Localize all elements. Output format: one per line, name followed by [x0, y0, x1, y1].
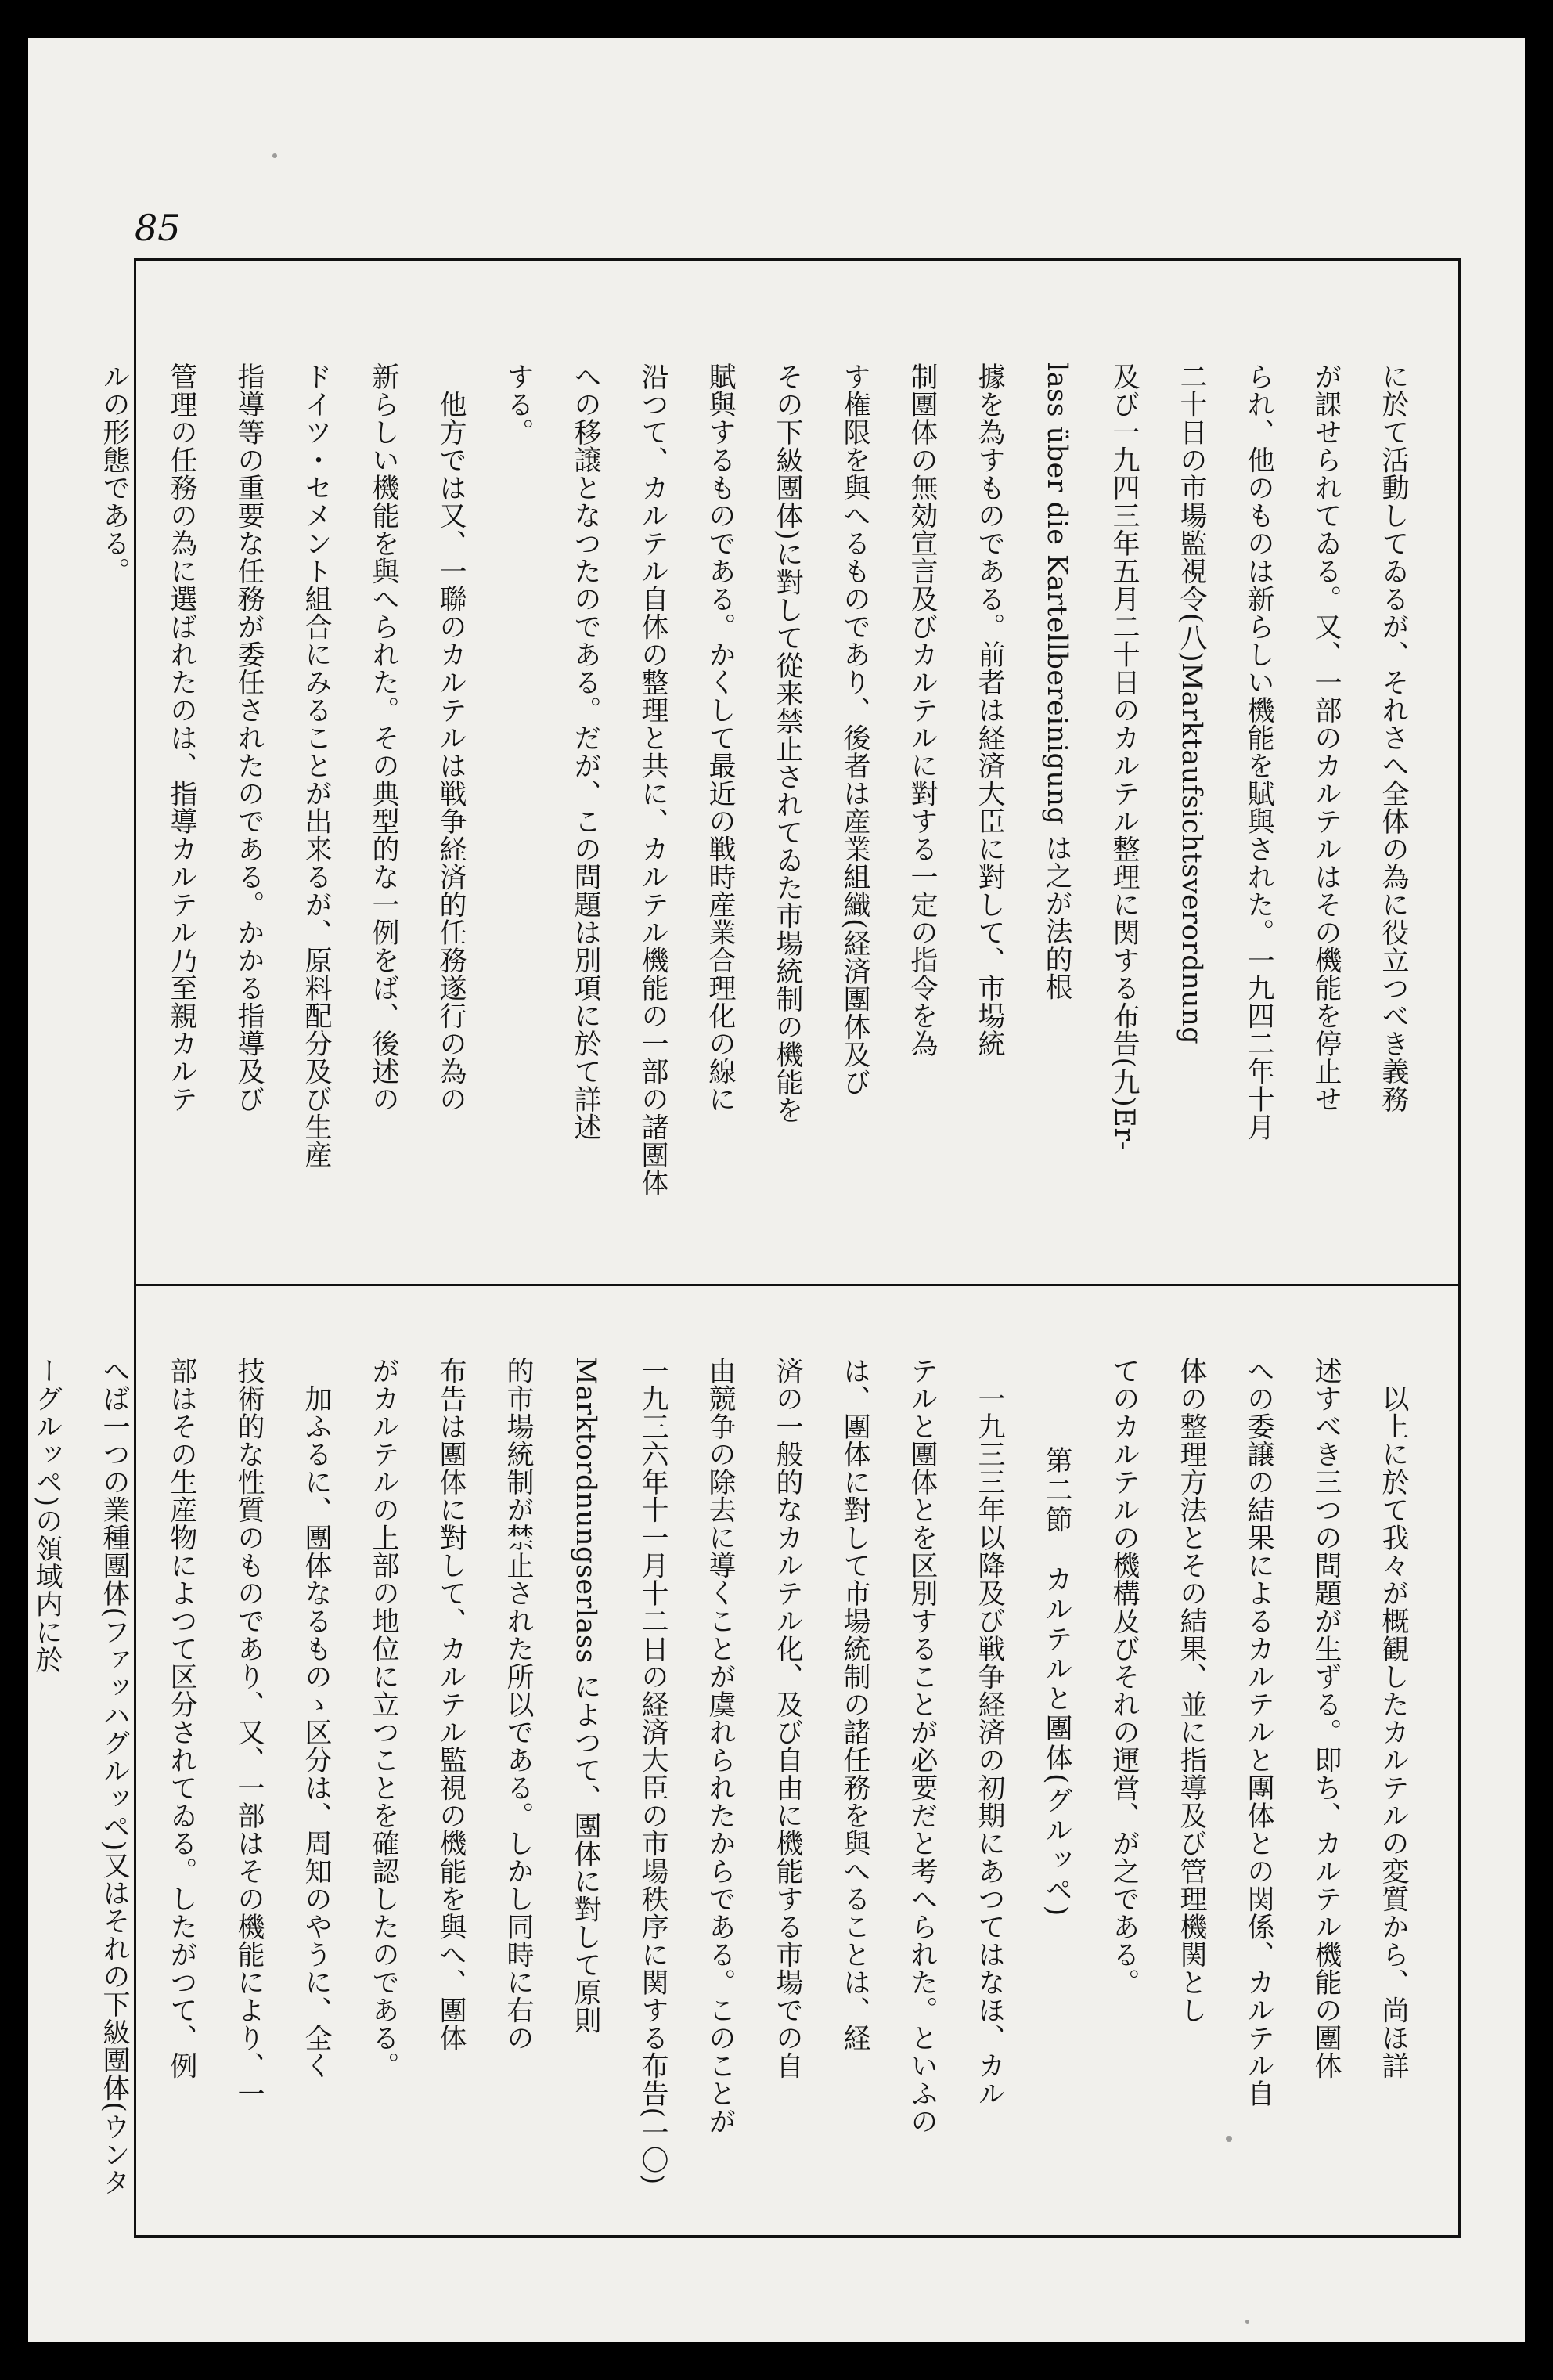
lower-text-column: 体の整理方法とその結果、並に指導及び管理機関とし: [1176, 1357, 1207, 2024]
lower-text-column: への委譲の結果によるカルテルと團体との関係、カルテル自: [1243, 1357, 1274, 2108]
lower-text-column: テルと團体とを区別することが必要だと考へられた。といふの: [906, 1357, 938, 2135]
upper-text-column: ドイツ・セメント組合にみることが出来るが、原料配分及び生産: [301, 362, 332, 1169]
upper-text-column: 二十日の市場監視令(八)Marktaufsichtsverordnung: [1176, 362, 1207, 1045]
lower-text-column: 述すべき三つの問題が生ずる。即ち、カルテル機能の團体: [1310, 1357, 1342, 2079]
lower-text-column: へば一つの業種團体(ファッハグルッペ)又はそれの下級團体(ウンターグルッペ)の領域内に於: [31, 1357, 130, 2196]
document-page: [28, 38, 1525, 2342]
lower-text-column: 由競争の除去に導くことが虞れられたからである。このことが: [704, 1357, 736, 2135]
lower-text-block: [31, 1357, 1427, 2202]
upper-text-column: その下級團体)に對して從来禁止されてゐた市場統制の機能を: [772, 362, 803, 1124]
paper-speck: [1245, 2320, 1249, 2324]
upper-text-column: 據を為すものである。前者は経済大臣に對して、市場統: [974, 362, 1005, 1058]
upper-text-column: 及び一九四三年五月二十日のカルテル整理に関する布告(九)Er-: [1108, 362, 1140, 1151]
upper-text-column: 賦與するものである。かくして最近の戦時産業合理化の線に: [704, 362, 736, 1113]
paper-speck: [272, 153, 277, 158]
lower-text-column: 布告は團体に對して、カルテル監視の機能を與へ、團体: [435, 1357, 467, 2052]
paper-speck: [1226, 2136, 1232, 2142]
upper-text-column: 他方では又、一聯のカルテルは戦争経済的任務遂行の為の: [435, 362, 467, 1113]
upper-text-column: への移譲となつたのである。だが、この問題は別項に於て詳述: [570, 362, 601, 1141]
upper-text-column: 沿つて、カルテル自体の整理と共に、カルテル機能の一部の諸團体: [637, 362, 668, 1196]
lower-text-column: 的市場統制が禁止された所以である。しかし同時に右の: [503, 1357, 534, 2052]
lower-text-column: 一九三三年以降及び戦争経済の初期にあつてはなほ、カル: [974, 1357, 1005, 2108]
upper-text-column: が課せられてゐる。又、一部のカルテルはその機能を停止せ: [1310, 362, 1342, 1113]
lower-text-column: 部はその生産物によつて区分されてゐる。したがつて、例: [166, 1357, 197, 2079]
upper-text-column: 新らしい機能を與へられた。その典型的な一例をば、後述の: [368, 362, 399, 1113]
upper-text-column: 管理の任務の為に選ばれたのは、指導カルテル乃至親カルテ: [166, 362, 197, 1113]
section-divider: [136, 1284, 1458, 1286]
lower-text-column: 一九三六年十一月十二日の経済大臣の市場秩序に関する布告(一〇): [637, 1357, 668, 2185]
lower-text-column: がカルテルの上部の地位に立つことを確認したのである。: [368, 1357, 399, 2079]
lower-text-column: Marktordnungserlass によつて、團体に對して原則: [570, 1357, 601, 2034]
lower-text-column: 技術的な性質のものであり、又、一部はその機能により、一: [233, 1357, 265, 2108]
upper-text-column: ルの形態である。: [99, 362, 130, 585]
text-frame: [31, 258, 1461, 2238]
upper-text-column: 制團体の無効宣言及びカルテルに對する一定の指令を為: [906, 362, 938, 1058]
upper-text-column: す権限を與へるものであり、後者は産業組織(経済團体及び: [839, 362, 870, 1097]
lower-text-column: 済の一般的なカルテル化、及び自由に機能する市場での自: [772, 1357, 803, 2079]
upper-text-column: する。: [503, 362, 534, 446]
lower-text-column: 加ふるに、團体なるものゝ区分は、周知のやうに、全く: [301, 1357, 332, 2079]
lower-text-column: てのカルテルの機構及びそれの運営、が之である。: [1108, 1357, 1140, 1996]
page-number: 85: [135, 207, 181, 249]
upper-text-column: に於て活動してゐるが、それさへ全体の為に役立つべき義務: [1378, 362, 1409, 1113]
upper-text-column: lass über die Kartellbereinigung は之が法的根: [1041, 362, 1072, 1001]
upper-text-column: 指導等の重要な任務が委任されたのである。かかる指導及び: [233, 362, 265, 1113]
upper-text-column: られ、他のものは新らしい機能を賦與された。一九四二年十月: [1243, 362, 1274, 1141]
upper-text-block: [99, 362, 1427, 1247]
lower-text-column: 第二節 カルテルと團体(グルッペ): [1041, 1357, 1072, 1919]
lower-text-column: 以上に於て我々が概観したカルテルの変質から、尚ほ詳: [1378, 1357, 1409, 2079]
lower-text-column: は、團体に對して市場統制の諸任務を與へることは、経: [839, 1357, 870, 2052]
